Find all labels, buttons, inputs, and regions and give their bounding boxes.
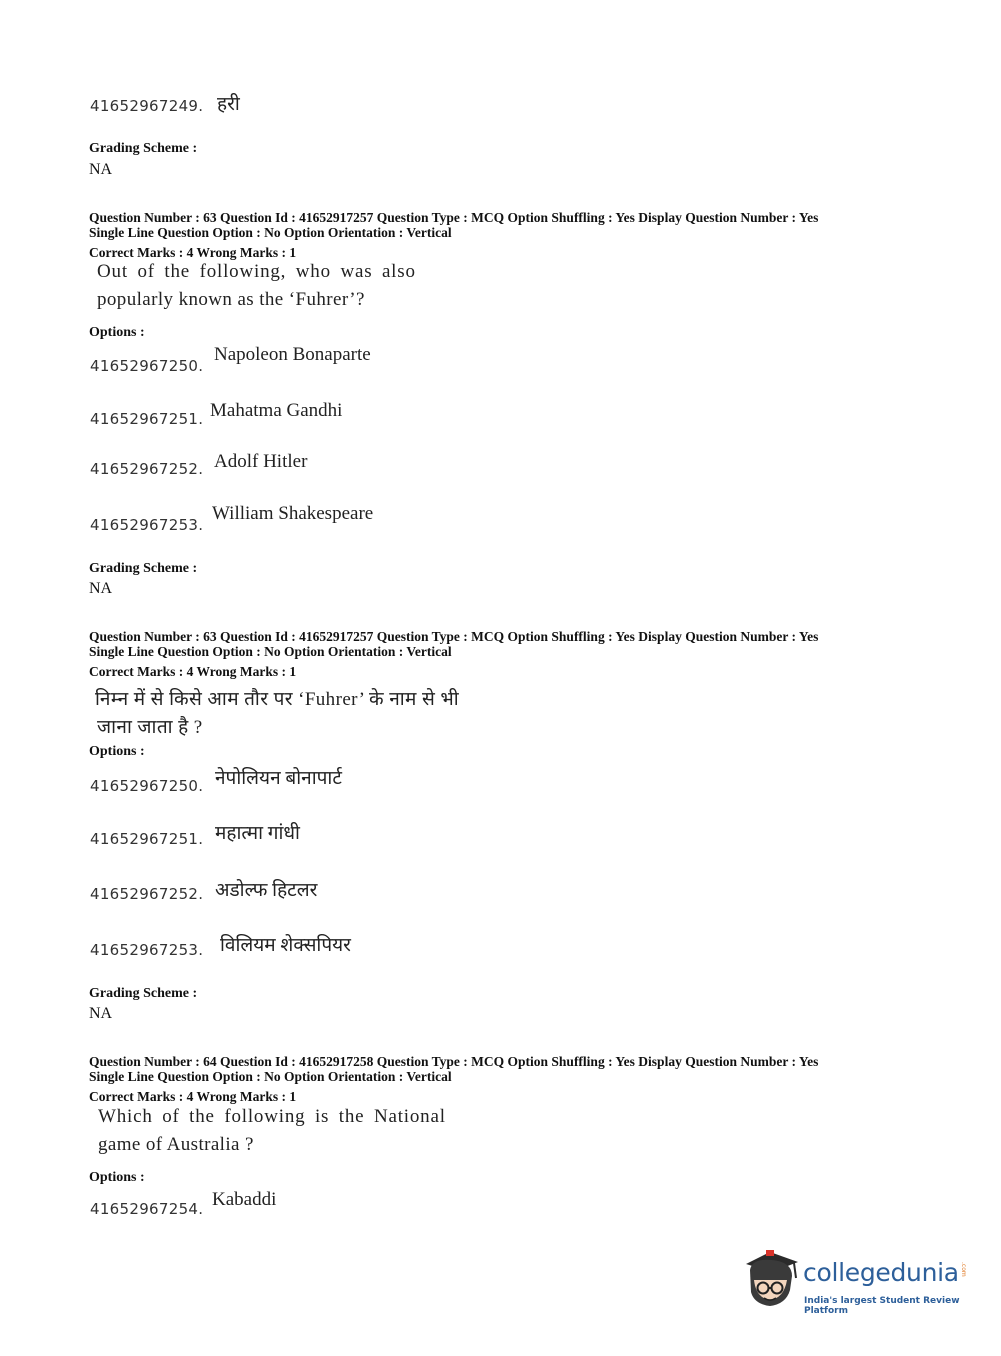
option-text: Adolf Hitler xyxy=(214,451,308,472)
option-id: 41652967253. xyxy=(90,941,204,959)
question-header: Question Number : 64 Question Id : 41652917258 Question Type : MCQ Option Shuffling : Yes Display Question Number : Yes xyxy=(89,1054,819,1069)
logo-tagline: India's largest Student Review Platform xyxy=(804,1296,960,1316)
options-label: Options : xyxy=(89,1170,145,1185)
option-id: 41652967252. xyxy=(90,885,204,903)
option-id: 41652967254. xyxy=(90,1200,204,1218)
question-text-line: Out of the following, who was also xyxy=(97,261,416,282)
option-id: 41652967251. xyxy=(90,410,204,428)
option-id: 41652967252. xyxy=(90,460,204,478)
option-id: 41652967249. xyxy=(90,97,204,115)
option-text: Napoleon Bonaparte xyxy=(214,344,371,365)
question-header: Question Number : 63 Question Id : 41652917257 Question Type : MCQ Option Shuffling : Yes Display Question Number : Yes xyxy=(89,210,819,225)
question-text-line: निम्न में से किसे आम तौर पर ‘Fuhrer’ के नाम से भी xyxy=(95,689,460,710)
question-marks: Correct Marks : 4 Wrong Marks : 1 xyxy=(89,245,297,260)
collegedunia-logo xyxy=(742,1250,972,1316)
question-settings: Single Line Question Option : No Option Orientation : Vertical xyxy=(89,644,452,659)
question-settings: Single Line Question Option : No Option Orientation : Vertical xyxy=(89,225,452,240)
option-text: Kabaddi xyxy=(212,1189,277,1210)
question-text-line: game of Australia ? xyxy=(98,1134,254,1155)
grading-scheme-label: Grading Scheme : xyxy=(89,561,198,576)
question-header: Question Number : 63 Question Id : 41652917257 Question Type : MCQ Option Shuffling : Yes Display Question Number : Yes xyxy=(89,629,819,644)
question-text-line: जाना जाता है ? xyxy=(97,717,203,738)
logo-wordmark: collegedunia xyxy=(803,1258,959,1287)
option-text: हरी xyxy=(217,94,240,115)
grading-scheme-label: Grading Scheme : xyxy=(89,141,198,156)
question-text-line: Which of the following is the National xyxy=(98,1106,446,1127)
options-label: Options : xyxy=(89,325,145,340)
option-text: William Shakespeare xyxy=(212,503,374,524)
option-text: अडोल्फ हिटलर xyxy=(215,880,318,901)
logo-domain-suffix: .com xyxy=(960,1262,967,1277)
option-id: 41652967253. xyxy=(90,516,204,534)
option-id: 41652967250. xyxy=(90,777,204,795)
option-text: महात्मा गांधी xyxy=(215,823,300,844)
mascot-icon xyxy=(742,1250,802,1312)
question-settings: Single Line Question Option : No Option Orientation : Vertical xyxy=(89,1069,452,1084)
option-id: 41652967251. xyxy=(90,830,204,848)
grading-scheme-value: NA xyxy=(89,1005,113,1022)
grading-scheme-label: Grading Scheme : xyxy=(89,986,198,1001)
grading-scheme-value: NA xyxy=(89,580,113,597)
option-text: नेपोलियन बोनापार्ट xyxy=(215,768,342,789)
grading-scheme-value: NA xyxy=(89,161,113,178)
option-text: विलियम शेक्सपियर xyxy=(220,935,351,956)
question-marks: Correct Marks : 4 Wrong Marks : 1 xyxy=(89,1089,297,1104)
option-text: Mahatma Gandhi xyxy=(210,400,343,421)
option-id: 41652967250. xyxy=(90,357,204,375)
question-text-line: popularly known as the ‘Fuhrer’? xyxy=(97,289,365,310)
options-label: Options : xyxy=(89,744,145,759)
question-marks: Correct Marks : 4 Wrong Marks : 1 xyxy=(89,664,297,679)
